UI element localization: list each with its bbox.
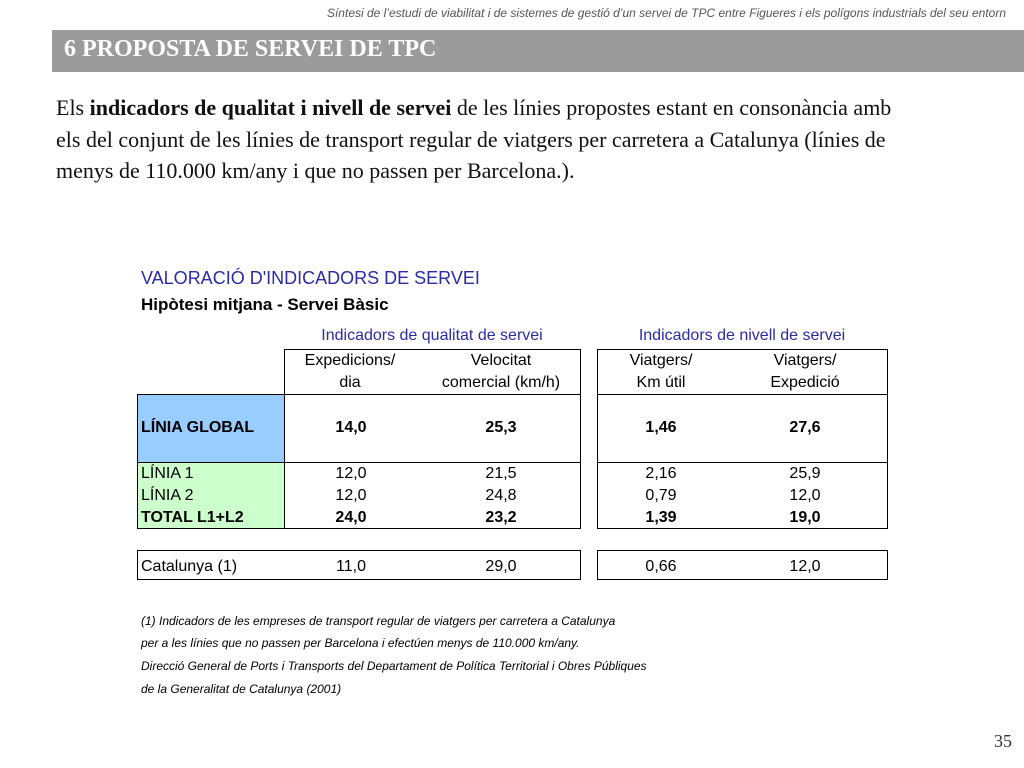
- column-header-line: dia: [339, 374, 361, 391]
- linia-2-viatgers-km: 0,79: [645, 487, 677, 504]
- section-title: 6 PROPOSTA DE SERVEI DE TPC: [64, 36, 437, 62]
- column-header-velocitat: [420, 350, 582, 394]
- linia-1-expedicions: 12,0: [335, 465, 367, 482]
- global-viatgers-expedicio: 27,6: [789, 419, 821, 436]
- intro-text-pre: Els: [56, 95, 90, 120]
- intro-paragraph: [56, 92, 916, 187]
- linia-1-viatgers-km: 2,16: [645, 465, 677, 482]
- catalunya-viatgers-expedicio: 12,0: [789, 558, 821, 575]
- column-header-line: Expedicions/: [304, 352, 396, 369]
- table-title: VALORACIÓ D'INDICADORS DE SERVEI: [141, 268, 480, 288]
- linia-2-viatgers-expedicio: 12,0: [789, 487, 821, 504]
- linia-1-velocitat: 21,5: [485, 465, 517, 482]
- catalunya-viatgers-km: 0,66: [645, 558, 677, 575]
- total-viatgers-expedicio: 19,0: [789, 509, 821, 526]
- column-header-line: Viatgers/: [773, 352, 837, 369]
- column-header-expedicions: [284, 350, 416, 394]
- linia-2-velocitat: 24,8: [485, 487, 517, 504]
- column-header-line: Viatgers/: [629, 352, 693, 369]
- intro-text-post: de les línies propostes estant en consonància amb els del conjunt de les línies de transport regular de viatgers per carretera a Catalunya (línies de menys de 110.000 km/any i que no passen per Barcelona.).: [56, 95, 892, 183]
- row-label-linia-1: LÍNIA 1: [141, 465, 194, 482]
- column-header-viatgers-km: [597, 350, 725, 394]
- column-header-line: comercial (km/h): [441, 374, 561, 391]
- row-label-global: LÍNIA GLOBAL: [141, 419, 255, 436]
- row-label-catalunya: Catalunya (1): [141, 558, 238, 575]
- column-header-line: Expedició: [770, 374, 840, 391]
- global-velocitat: 25,3: [485, 419, 517, 436]
- linia-2-expedicions: 12,0: [335, 487, 367, 504]
- running-header: Síntesi de l’estudi de viabilitat i de sistemes de gestió d’un servei de TPC entre Figueres i els polígons industrials del seu entorn: [326, 6, 1006, 20]
- catalunya-velocitat: 29,0: [485, 558, 517, 575]
- footnote-line: (1) Indicadors de les empreses de transport regular de viatgers per carretera a Catalunya: [141, 614, 616, 628]
- footnote-line: de la Generalitat de Catalunya (2001): [141, 682, 342, 696]
- total-viatgers-km: 1,39: [645, 509, 677, 526]
- group-header-level: Indicadors de nivell de servei: [638, 327, 846, 344]
- linia-1-viatgers-expedicio: 25,9: [789, 465, 821, 482]
- catalunya-expedicions: 11,0: [336, 558, 366, 575]
- global-viatgers-km: 1,46: [645, 419, 677, 436]
- total-velocitat: 23,2: [485, 509, 517, 526]
- column-header-line: Km útil: [636, 374, 686, 391]
- column-header-viatgers-expedicio: [740, 350, 870, 394]
- footnote-line: per a les línies que no passen per Barcelona i efectúen menys de 110.000 km/any.: [141, 636, 580, 650]
- footnote-line: Direcció General de Ports i Transports del Departament de Política Territorial i Obres Públiques: [141, 659, 647, 673]
- global-expedicions: 14,0: [335, 419, 367, 436]
- group-header-quality: Indicadors de qualitat de servei: [321, 327, 543, 344]
- table-subtitle: Hipòtesi mitjana - Servei Bàsic: [141, 295, 389, 314]
- column-header-line: Velocitat: [470, 352, 532, 369]
- intro-text-bold: indicadors de qualitat i nivell de servei: [89, 95, 452, 120]
- section-title-bar: [52, 30, 1024, 72]
- page-number: 35: [994, 731, 1012, 751]
- row-label-total: TOTAL L1+L2: [141, 509, 244, 526]
- row-label-linia-2: LÍNIA 2: [141, 487, 194, 504]
- total-expedicions: 24,0: [335, 509, 367, 526]
